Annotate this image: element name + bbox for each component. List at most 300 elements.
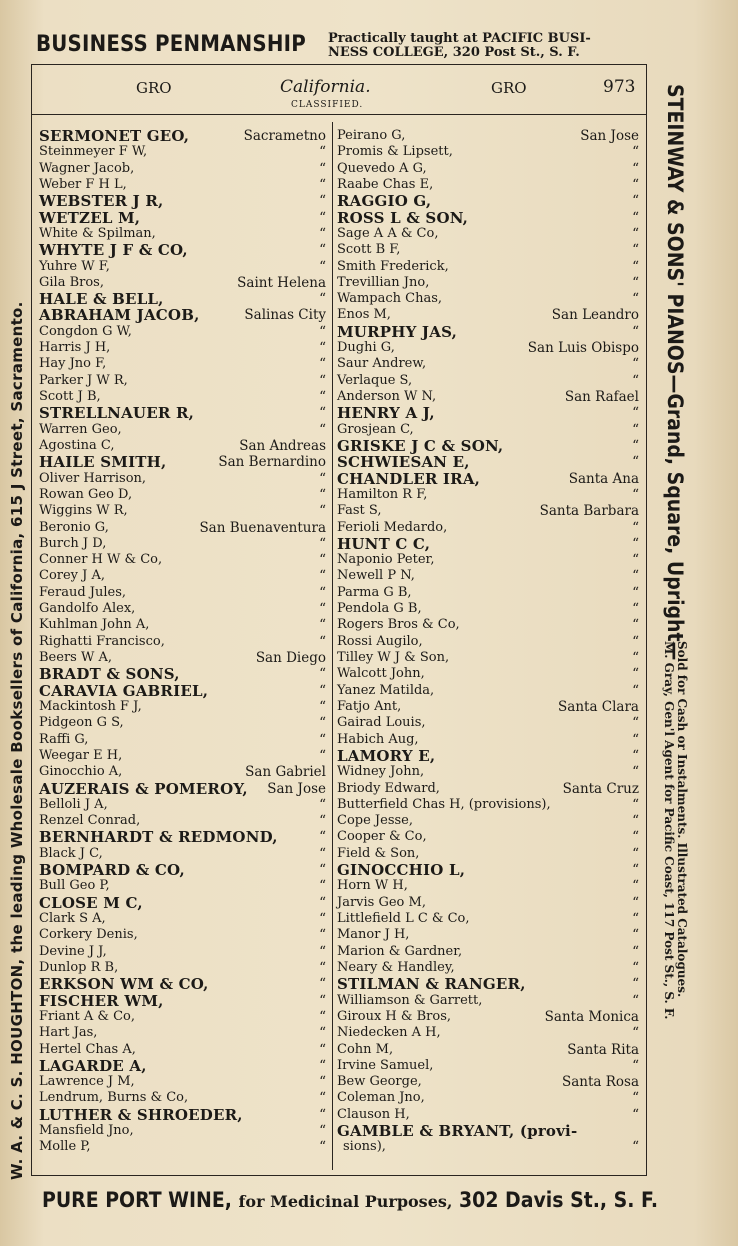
- entry-place: “: [319, 340, 326, 357]
- entry-place: “: [319, 731, 326, 748]
- directory-entry: [39, 144, 326, 160]
- directory-entry: [337, 797, 639, 813]
- entry-name: SCHWIESAN E,: [337, 453, 470, 472]
- entry-name: Widney John,: [337, 764, 425, 780]
- entry-name: Coleman Jno,: [337, 1090, 425, 1106]
- directory-entry: [337, 324, 639, 340]
- entry-name: Righatti Francisco,: [39, 633, 165, 649]
- directory-entry: [39, 829, 326, 845]
- directory-entry: [39, 1042, 326, 1058]
- entry-place: “: [632, 356, 639, 373]
- directory-entry: [39, 683, 326, 699]
- entry-name: Warren Geo,: [39, 421, 122, 437]
- entry-name: Fatjo Ant,: [337, 698, 402, 714]
- entry-name: FISCHER WM,: [39, 991, 164, 1010]
- directory-entry: [39, 520, 326, 536]
- directory-entry: [39, 405, 326, 421]
- entry-name: Agostina C,: [39, 437, 115, 453]
- entry-place: “: [319, 160, 326, 177]
- entry-name: HALE & BELL,: [39, 290, 164, 309]
- entry-place: “: [632, 144, 639, 161]
- entry-name: Corkery Denis,: [39, 927, 138, 943]
- entry-name: AUZERAIS & POMEROY,: [39, 779, 248, 798]
- entry-place: “: [632, 911, 639, 927]
- entry-place: “: [632, 552, 639, 569]
- directory-entry: [39, 275, 326, 291]
- entry-place: “: [319, 633, 326, 650]
- entry-name: Littlefield L C & Co,: [337, 911, 470, 926]
- entry-place: “: [319, 747, 326, 764]
- top-advertisement: [36, 30, 636, 62]
- entry-name: Rogers Bros & Co,: [337, 617, 460, 633]
- entry-name: GAMBLE & BRYANT, (provi-: [337, 1122, 578, 1141]
- footer-middle: for Medicinal Purposes,: [238, 1192, 453, 1211]
- entry-name: BOMPARD & CO,: [39, 861, 185, 880]
- directory-entry: [39, 177, 326, 193]
- entry-place: “: [319, 943, 326, 960]
- entry-name: STRELLNAUER R,: [39, 404, 195, 423]
- directory-entry: [39, 324, 326, 340]
- entry-place: “: [319, 389, 326, 405]
- entry-name: Verlaque S,: [337, 372, 413, 388]
- entry-place: “: [319, 535, 326, 552]
- top-ad-line-1: Practically taught at PACIFIC BUSI-: [328, 31, 591, 46]
- entry-place: “: [632, 274, 639, 291]
- directory-entry: [39, 128, 326, 144]
- entry-place: “: [319, 470, 326, 487]
- entry-name: Bull Geo P,: [39, 878, 110, 894]
- entry-place: “: [319, 1008, 326, 1025]
- directory-entry: [39, 193, 326, 209]
- header-classified: CLASSIFIED.: [291, 100, 364, 110]
- directory-entry: [39, 1123, 326, 1139]
- directory-entry: [337, 242, 639, 258]
- entry-name: Habich Aug,: [337, 731, 419, 747]
- directory-entry: [39, 552, 326, 568]
- entry-name: Rowan Geo D,: [39, 486, 133, 502]
- directory-entry: [337, 291, 639, 307]
- entry-name: Cohn M,: [337, 1041, 394, 1057]
- entry-place: “: [632, 1057, 639, 1074]
- entry-place: Saint Helena: [237, 274, 326, 291]
- directory-entry: [39, 1009, 326, 1025]
- entry-name: CARAVIA GABRIEL,: [39, 681, 209, 700]
- entry-name: Pendola G B,: [337, 601, 422, 617]
- entry-place: “: [319, 1041, 326, 1058]
- entry-name: Giroux H & Bros,: [337, 1008, 451, 1024]
- entry-name: Niedecken A H,: [337, 1025, 441, 1041]
- entry-place: San Buenaventura: [199, 519, 326, 536]
- entry-place: “: [319, 992, 326, 1009]
- directory-entry: [337, 340, 639, 356]
- entry-place: “: [632, 976, 639, 993]
- entry-name: Raabe Chas E,: [337, 176, 434, 192]
- directory-entry: [39, 666, 326, 682]
- entry-place: “: [319, 209, 326, 226]
- entry-place: “: [319, 421, 326, 438]
- entry-place: Salinas City: [244, 307, 326, 324]
- directory-entry: [39, 536, 326, 552]
- directory-entry: [39, 1107, 326, 1123]
- entry-place: Santa Rita: [567, 1041, 639, 1058]
- directory-entry: [39, 601, 326, 617]
- entry-name: Clauson H,: [337, 1106, 410, 1122]
- directory-entry: [39, 862, 326, 878]
- entry-place: Santa Barbara: [539, 503, 639, 520]
- entry-name: Hay Jno F,: [39, 356, 107, 372]
- entry-name: GRISKE J C & SON,: [337, 436, 504, 455]
- directory-entry: [39, 340, 326, 356]
- entry-place: San Gabriel: [245, 764, 326, 781]
- entry-place: “: [319, 291, 326, 308]
- directory-entry: [39, 389, 326, 405]
- directory-entry: [337, 911, 639, 927]
- entry-name: HAILE SMITH,: [39, 453, 167, 472]
- directory-entry: [337, 552, 639, 568]
- directory-entry: [337, 878, 639, 894]
- right-ad-line-1: Sold for Cash or Instalments. Illustrated Catalogues.: [675, 641, 689, 998]
- entry-name: MURPHY JAS,: [337, 322, 457, 341]
- entry-place: San Andreas: [239, 437, 326, 454]
- entry-place: “: [319, 878, 326, 895]
- directory-entry: [337, 161, 639, 177]
- entry-place: “: [319, 715, 326, 732]
- directory-entry: [39, 993, 326, 1009]
- top-ad-line-2: NESS COLLEGE, 320 Post St., S. F.: [328, 45, 580, 60]
- entry-place: “: [632, 617, 639, 634]
- entry-name: Cope Jesse,: [337, 813, 413, 829]
- directory-entry: [337, 1042, 639, 1058]
- directory-entry: [39, 291, 326, 307]
- entry-name: Beers W A,: [39, 650, 112, 665]
- directory-entry: [337, 1090, 639, 1106]
- entry-name: Friant A & Co,: [39, 1008, 136, 1024]
- entry-place: “: [319, 1139, 326, 1156]
- column-divider: [332, 122, 333, 1170]
- entry-name: Field & Son,: [337, 845, 420, 861]
- directory-entry: [337, 503, 639, 519]
- entry-name: Molle P,: [39, 1139, 91, 1155]
- directory-entry: [337, 634, 639, 650]
- entry-place: “: [319, 323, 326, 340]
- directory-entry: [39, 960, 326, 976]
- directory-entry: [39, 1090, 326, 1106]
- directory-entry: [337, 536, 639, 552]
- entry-place: Santa Cruz: [562, 780, 639, 797]
- entry-place: Santa Clara: [558, 698, 639, 715]
- directory-entry: [337, 944, 639, 960]
- entry-place: “: [319, 144, 326, 161]
- directory-entry: [39, 634, 326, 650]
- entry-name: Trevillian Jno,: [337, 274, 430, 290]
- entry-place: “: [319, 242, 326, 259]
- entry-name: Quevedo A G,: [337, 160, 427, 176]
- directory-entry: [39, 568, 326, 584]
- right-column: [337, 128, 639, 1156]
- entry-place: “: [632, 519, 639, 536]
- directory-entry: [337, 927, 639, 943]
- directory-entry: [337, 617, 639, 633]
- entry-name: Dunlop R B,: [39, 959, 119, 975]
- entry-name: Rossi Augilo,: [337, 633, 423, 649]
- entry-place: “: [632, 878, 639, 895]
- entry-place: “: [632, 943, 639, 960]
- entry-place: “: [319, 845, 326, 862]
- entry-name: Ferioli Medardo,: [337, 519, 448, 535]
- entry-place: “: [319, 894, 326, 911]
- entry-place: “: [319, 829, 326, 846]
- entry-name: SERMONET GEO,: [39, 127, 190, 145]
- directory-entry: [39, 356, 326, 372]
- entry-place: “: [319, 584, 326, 601]
- entry-name: Hertel Chas A,: [39, 1041, 136, 1057]
- entry-name: Manor J H,: [337, 927, 410, 943]
- directory-entry: [39, 813, 326, 829]
- entry-place: “: [632, 992, 639, 1009]
- entry-name: GINOCCHIO L,: [337, 861, 466, 880]
- entry-name: Hart Jas,: [39, 1025, 98, 1041]
- entry-name: Gairad Louis,: [337, 715, 426, 731]
- entry-place: “: [632, 959, 639, 976]
- entry-name: Devine J J,: [39, 943, 107, 959]
- entry-place: San Rafael: [564, 389, 639, 405]
- entry-name: CHANDLER IRA,: [337, 469, 481, 488]
- entry-name: Hamilton R F,: [337, 486, 428, 502]
- directory-entry: [39, 976, 326, 992]
- entry-place: “: [632, 927, 639, 944]
- entry-place: “: [632, 601, 639, 618]
- directory-entry: [39, 373, 326, 389]
- right-ad-main: STEINWAY & SONS' PIANOS—Grand, Square, Upright—: [663, 84, 687, 661]
- entry-place: “: [632, 225, 639, 242]
- entry-name: ABRAHAM JACOB,: [39, 306, 200, 325]
- entry-place: “: [319, 503, 326, 520]
- entry-name: Scott J B,: [39, 389, 101, 404]
- right-margin-advertisement: [644, 84, 688, 1164]
- entry-place: “: [319, 1025, 326, 1042]
- entry-place: “: [632, 1025, 639, 1042]
- entry-name: Belloli J A,: [39, 796, 108, 812]
- entry-name: Lawrence J M,: [39, 1074, 135, 1090]
- directory-entry: [337, 993, 639, 1009]
- entry-name: Jarvis Geo M,: [337, 894, 426, 910]
- entry-place: Santa Rosa: [561, 1074, 639, 1091]
- entry-place: “: [319, 193, 326, 210]
- entry-name: Conner H W & Co,: [39, 552, 163, 568]
- header-left-keyword: GRO: [136, 79, 172, 97]
- directory-entry: [337, 520, 639, 536]
- directory-entry: [39, 797, 326, 813]
- directory-entry: [337, 862, 639, 878]
- directory-entry: [39, 1058, 326, 1074]
- entry-name: Yanez Matilda,: [337, 682, 435, 698]
- entry-name: WEBSTER J R,: [39, 192, 164, 211]
- entry-place: “: [632, 258, 639, 275]
- entry-place: “: [319, 1090, 326, 1107]
- entry-place: “: [319, 1123, 326, 1140]
- entry-place: San Leandro: [551, 307, 639, 324]
- entry-name: Clark S A,: [39, 911, 106, 926]
- directory-entry: [337, 259, 639, 275]
- directory-entry: [39, 585, 326, 601]
- entry-name: White & Spilman,: [39, 225, 156, 241]
- entry-place: “: [319, 176, 326, 193]
- top-ad-main: BUSINESS PENMANSHIP: [36, 32, 306, 57]
- directory-entry: [337, 1074, 639, 1090]
- directory-entry: [337, 422, 639, 438]
- directory-entry: [337, 829, 639, 845]
- entry-name: Bew George,: [337, 1074, 422, 1090]
- directory-entry: [39, 699, 326, 715]
- directory-entry: [337, 699, 639, 715]
- entry-place: “: [319, 666, 326, 683]
- entry-place: “: [319, 862, 326, 879]
- entry-place: “: [632, 242, 639, 259]
- entry-name: Scott B F,: [337, 242, 401, 258]
- directory-entry: [337, 275, 639, 291]
- entry-name: ROSS L & SON,: [337, 208, 469, 227]
- entry-place: “: [632, 486, 639, 503]
- directory-entry: [39, 1074, 326, 1090]
- entry-place: “: [632, 829, 639, 846]
- entry-place: “: [319, 959, 326, 976]
- directory-entry: [39, 1025, 326, 1041]
- entry-place: “: [632, 715, 639, 732]
- entry-name: Irvine Samuel,: [337, 1057, 434, 1073]
- entry-place: “: [632, 454, 639, 471]
- footer-left: PURE PORT WINE,: [42, 1188, 232, 1212]
- entry-place: “: [632, 193, 639, 210]
- directory-entry: [39, 487, 326, 503]
- entry-name: CLOSE M C,: [39, 893, 143, 912]
- directory-entry: [337, 128, 639, 144]
- directory-entry: [337, 454, 639, 470]
- entry-name: Tilley W J & Son,: [337, 650, 450, 665]
- directory-entry: [337, 144, 639, 160]
- directory-entry: [337, 715, 639, 731]
- entry-name: Kuhlman John A,: [39, 617, 150, 633]
- entry-place: San Jose: [580, 128, 639, 144]
- entry-name: Smith Frederick,: [337, 258, 449, 274]
- directory-entry: [39, 764, 326, 780]
- entry-name: WETZEL M,: [39, 208, 141, 227]
- directory-entry: [39, 1139, 326, 1155]
- entry-name: Weber F H L,: [39, 176, 127, 192]
- entry-place: “: [632, 1090, 639, 1107]
- directory-entry: [337, 781, 639, 797]
- directory-entry: [39, 781, 326, 797]
- directory-entry: [39, 454, 326, 470]
- entry-place: “: [632, 323, 639, 340]
- entry-name: Parma G B,: [337, 584, 412, 600]
- directory-entry: [337, 389, 639, 405]
- right-ad-line-2: M. Gray, Gen'l Agent for Pacific Coast, 117 Post St., S. F.: [662, 641, 676, 1020]
- entry-name: Peirano G,: [337, 128, 406, 143]
- entry-name: LUTHER & SHROEDER,: [39, 1105, 243, 1124]
- directory-entry: [39, 715, 326, 731]
- directory-entry: [337, 1123, 639, 1139]
- entry-place: “: [319, 927, 326, 944]
- entry-name: Williamson & Garrett,: [337, 992, 483, 1008]
- directory-entry: [337, 650, 639, 666]
- entry-name: Anderson W N,: [337, 389, 437, 404]
- entry-place: San Bernardino: [218, 454, 326, 471]
- entry-name: Burch J D,: [39, 535, 107, 551]
- entry-name: Saur Andrew,: [337, 356, 427, 372]
- directory-entry: [337, 471, 639, 487]
- directory-entry: [39, 471, 326, 487]
- top-ad-details: [328, 32, 648, 60]
- entry-name: Congdon G W,: [39, 323, 132, 339]
- directory-entry: [337, 177, 639, 193]
- entry-name: Mansfield Jno,: [39, 1123, 134, 1139]
- directory-entry: [337, 1107, 639, 1123]
- directory-entry: [39, 503, 326, 519]
- entry-place: “: [319, 911, 326, 927]
- directory-entry: [337, 373, 639, 389]
- entry-name: Grosjean C,: [337, 421, 414, 437]
- directory-entry: [337, 732, 639, 748]
- entry-place: Santa Monica: [544, 1008, 639, 1025]
- entry-name: Fast S,: [337, 503, 382, 519]
- entry-place: “: [632, 650, 639, 666]
- entry-name: Mackintosh F J,: [39, 698, 142, 714]
- entry-name: Neary & Handley,: [337, 959, 455, 975]
- entry-name: Beronio G,: [39, 519, 109, 535]
- directory-entry: [337, 764, 639, 780]
- entry-name: Harris J H,: [39, 340, 111, 356]
- directory-entry: [39, 422, 326, 438]
- directory-entry: [337, 307, 639, 323]
- directory-entry: [39, 617, 326, 633]
- entry-name: Black J C,: [39, 845, 103, 861]
- entry-place: “: [319, 1057, 326, 1074]
- footer-right: 302 Davis St., S. F.: [459, 1188, 659, 1212]
- page-number: 973: [603, 77, 636, 97]
- directory-entry: [337, 813, 639, 829]
- entry-name: Promis & Lipsett,: [337, 144, 453, 160]
- entry-name: Marion & Gardner,: [337, 943, 463, 959]
- entry-place: “: [632, 421, 639, 438]
- entry-place: San Diego: [255, 650, 326, 666]
- header-right-keyword: GRO: [491, 79, 527, 97]
- directory-entry: [337, 438, 639, 454]
- directory-entry: [337, 895, 639, 911]
- entry-place: “: [319, 405, 326, 422]
- entry-name: WHYTE J F & CO,: [39, 241, 188, 260]
- directory-entry: [39, 944, 326, 960]
- left-column: [39, 128, 326, 1156]
- entry-name: Sage A A & Co,: [337, 225, 439, 241]
- entry-name: HENRY A J,: [337, 404, 435, 423]
- entry-name: Gila Bros,: [39, 274, 104, 290]
- header-state: California.: [280, 77, 371, 97]
- entry-place: “: [632, 160, 639, 177]
- entry-place: “: [632, 1106, 639, 1123]
- directory-entry: [337, 1009, 639, 1025]
- entry-place: “: [632, 813, 639, 830]
- entry-name: sions),: [343, 1139, 386, 1155]
- footer-advertisement: [42, 1188, 658, 1212]
- directory-entry: [39, 732, 326, 748]
- entry-name: Naponio Peter,: [337, 552, 435, 568]
- entry-name: Ginocchio A,: [39, 764, 123, 780]
- entry-place: “: [632, 584, 639, 601]
- entry-name: Horn W H,: [337, 878, 408, 894]
- directory-entry: [337, 568, 639, 584]
- entry-place: Santa Ana: [568, 470, 639, 487]
- entry-place: “: [319, 796, 326, 813]
